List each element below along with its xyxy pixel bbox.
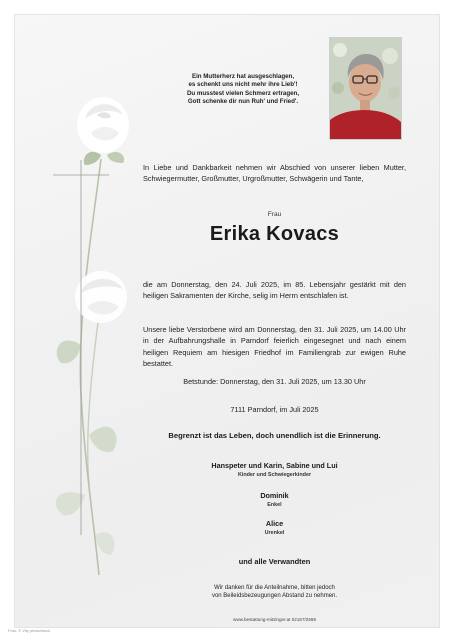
prayer-hour: Betstunde: Donnerstag, den 31. Juli 2025, um 13.30 Uhr (183, 377, 366, 386)
mourner-name: Alice (265, 519, 284, 528)
portrait-photo (329, 37, 402, 140)
relatives-line: und alle Verwandten (238, 557, 311, 566)
salutation: Frau (267, 211, 282, 218)
funeral-notice: Unsere liebe Verstorbene wird am Donnerstag, den 31. Juli 2025, um 14.00 Uhr in der Aufbahrungshalle in Parndorf feierlich eingesegnet und nach einem heiligen Requiem am hiesigen Friedhof im Familiengrab zur ewigen Ruhe bestattet. (143, 325, 406, 369)
poem-line: Gott schenke dir nun Ruh' und Fried'. (187, 98, 299, 106)
deceased-name: Erika Kovacs (209, 223, 340, 245)
mourner-group (143, 519, 406, 537)
mourner-role: Urenkel (264, 530, 285, 536)
mourner-name: Dominik (260, 491, 289, 500)
thanks-line: von Beileidsbezeugungen Abstand zu nehmen. (211, 593, 338, 600)
thanks-note (143, 584, 406, 601)
mourner-group (143, 461, 406, 479)
mourner-role: Enkel (267, 502, 282, 508)
poem-line: Ein Mutterherz hat ausgeschlagen, (191, 73, 295, 80)
mourner-group (143, 491, 406, 509)
motto: Begrenzt ist das Leben, doch unendlich ist die Erinnerung. (168, 431, 381, 440)
obituary-card (14, 14, 440, 628)
thanks-line: Wir danken für die Anteilnahme, bitten jedoch (214, 585, 335, 591)
funeral-home-footer[interactable]: www.bestattung-mitzinger.at 02167/2595 (233, 617, 316, 622)
memorial-poem (163, 73, 323, 107)
death-notice: die am Donnerstag, den 24. Juli 2025, im 85. Lebensjahr gestärkt mit den heiligen Sakramenten der Kirche, selig im Herrn entschlafen ist. (143, 280, 406, 301)
mourner-role: Kinder und Schwiegerkinder (237, 472, 312, 478)
intro-text: In Liebe und Dankbarkeit nehmen wir Abschied von unserer lieben Mutter, Schwiegermutter, Großmutter, Urgroßmutter, Schwägerin und Tante, (143, 163, 406, 184)
poem-line: es schenkt uns nicht mehr ihre Lieb'! (188, 81, 298, 89)
photo-credit: Foto: © Vily photo/stock (8, 628, 51, 633)
poem-line: Du musstest vielen Schmerz ertragen, (186, 89, 300, 97)
place-date: 7111 Parndorf, im Juli 2025 (230, 405, 319, 414)
mourner-name: Hanspeter und Karin, Sabine und Lui (211, 461, 338, 470)
